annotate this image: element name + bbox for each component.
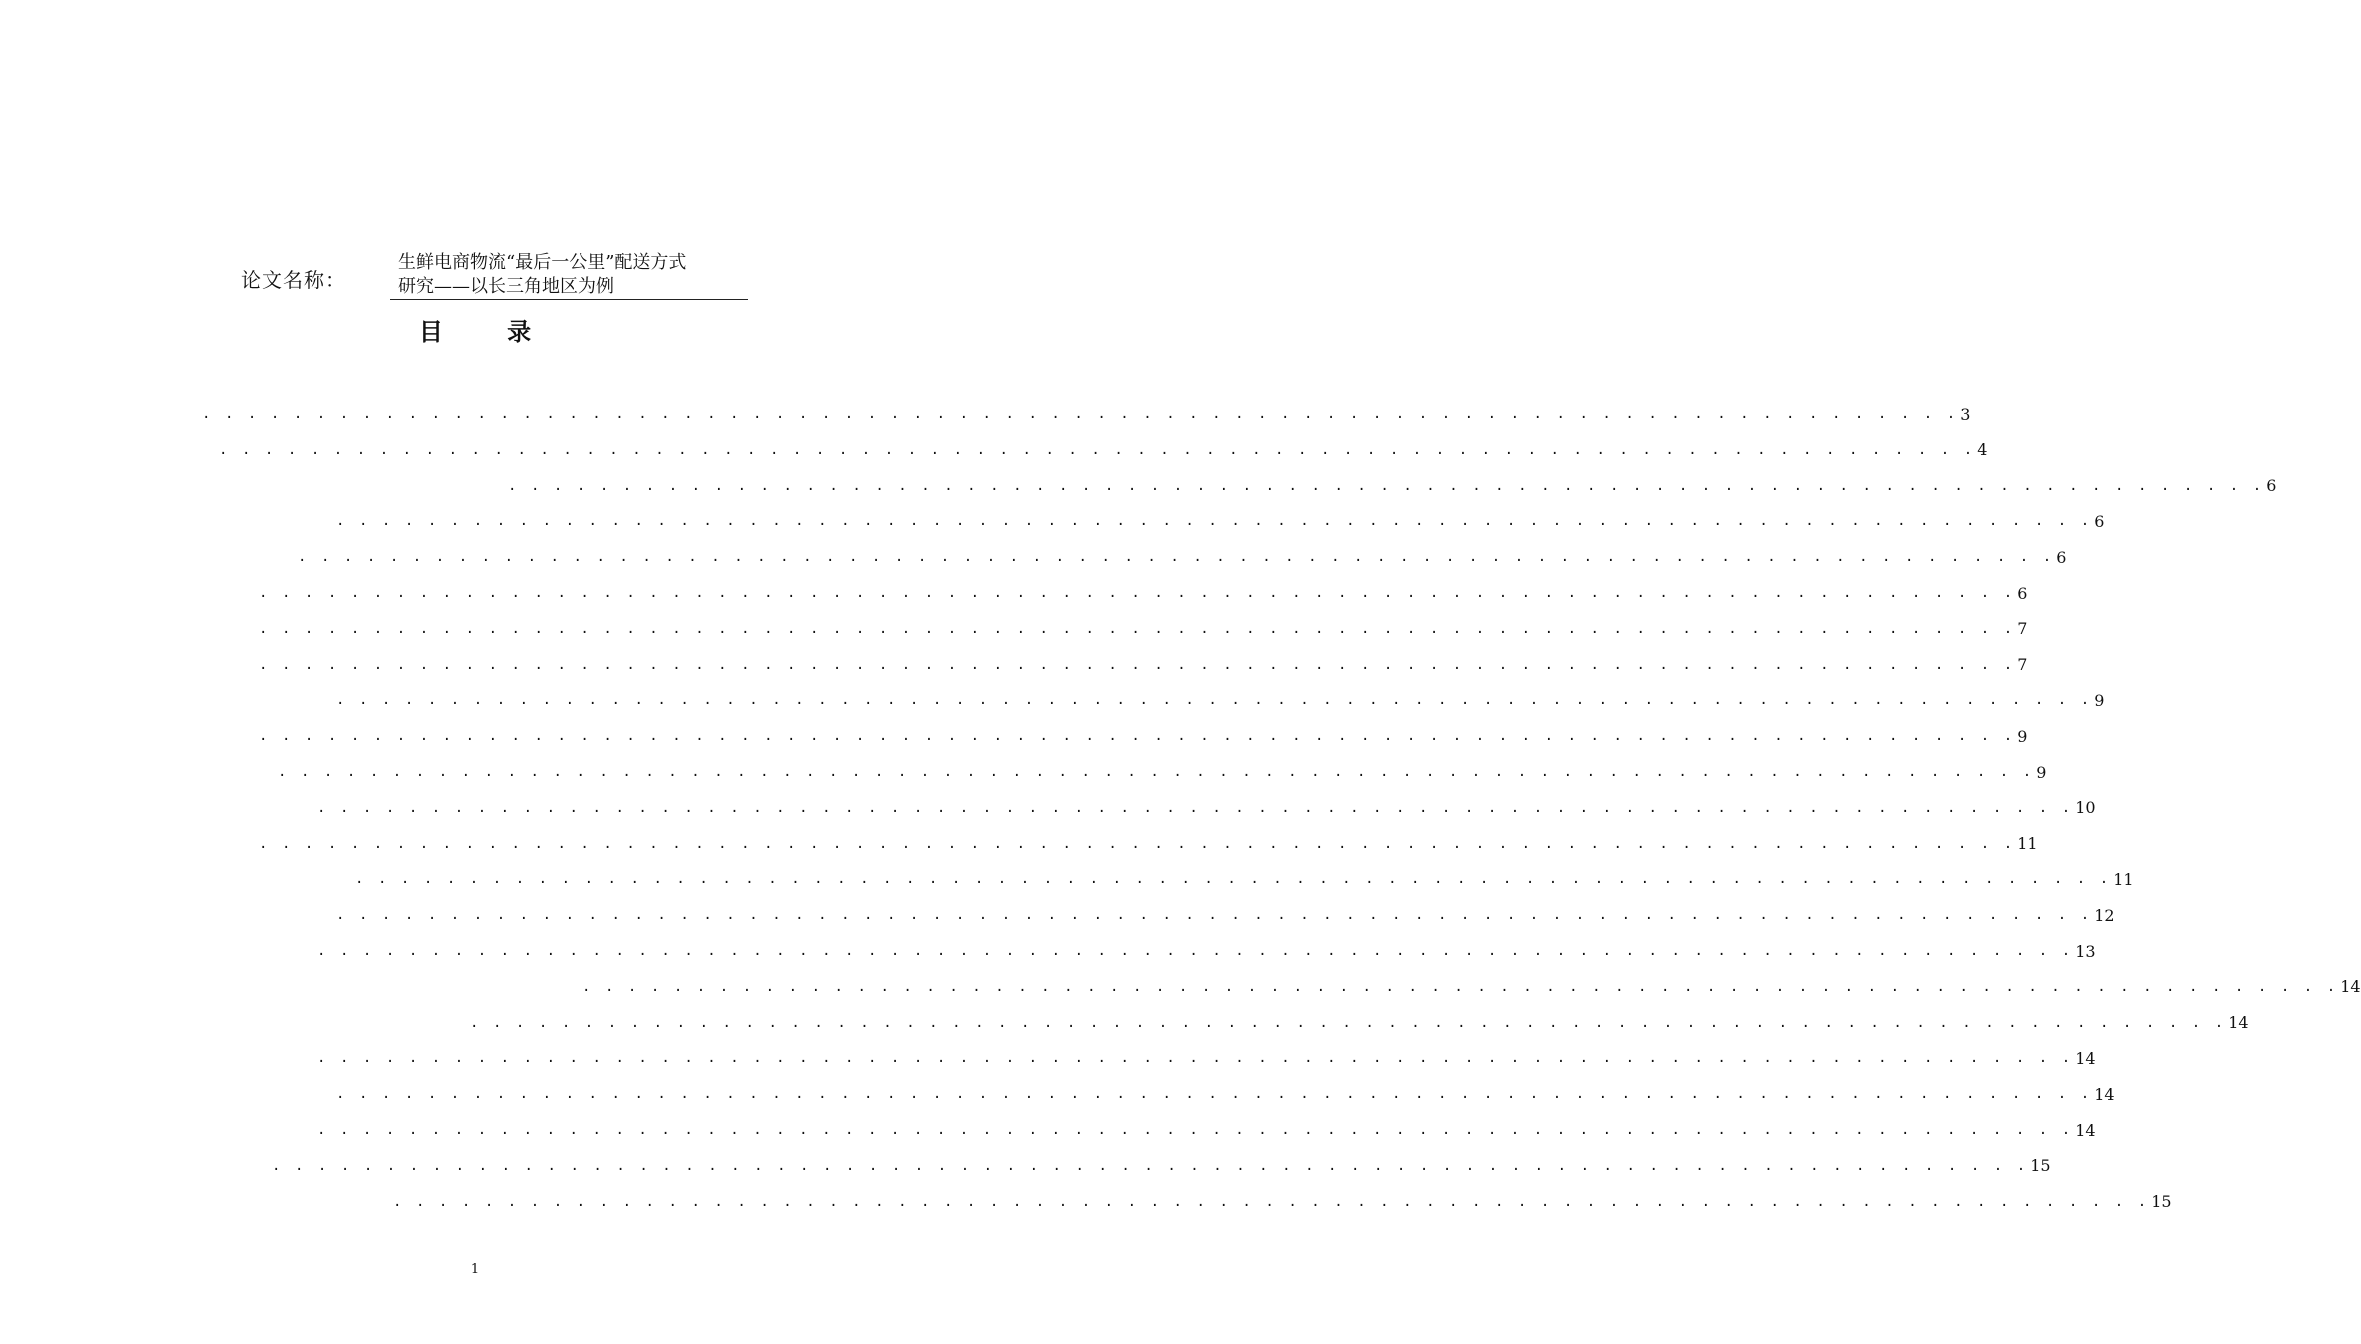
toc-page-number: 14 [2340,977,2361,997]
toc-page-number: 7 [2017,619,2028,639]
toc-leader: . . . . . . . . . . . . . . . . . . . . . . . . . . . . . . . . . . . . . . . . . . . . . . . . . . . . . . . . . . . . . . . . . . . . . . . . . . . . . [278,764,2035,780]
toc-page-number: 13 [2075,941,2096,961]
toc-entry[interactable] [259,718,2028,754]
toc-title: 目 录 [418,317,560,346]
toc-entry[interactable] [259,575,2028,611]
toc-page-number: 6 [2056,547,2067,567]
table-of-contents [0,396,2361,1236]
toc-entry[interactable] [317,933,2096,969]
toc-page-number: 15 [2030,1156,2051,1176]
toc-leader: . . . . . . . . . . . . . . . . . . . . . . . . . . . . . . . . . . . . . . . . . . . . . . . . . . . . . . . . . . . . . . . . . . . . . . . . . . . . . [259,585,2016,601]
toc-leader: . . . . . . . . . . . . . . . . . . . . . . . . . . . . . . . . . . . . . . . . . . . . . . . . . . . . . . . . . . . . . . . . . . . . . . . . . . . . . [272,1157,2029,1174]
toc-entry[interactable] [317,1040,2096,1076]
toc-page-number: 6 [2266,476,2277,496]
toc-page-number: 7 [2017,655,2028,675]
toc-leader: . . . . . . . . . . . . . . . . . . . . . . . . . . . . . . . . . . . . . . . . . . . . . . . . . . . . . . . . . . . . . . . . . . . . . . . . . . . . . [259,620,2016,637]
toc-entry[interactable] [298,539,2067,575]
toc-leader: . . . . . . . . . . . . . . . . . . . . . . . . . . . . . . . . . . . . . . . . . . . . . . . . . . . . . . . . . . . . . . . . . . . . . . . . . . . . . [336,513,2093,530]
toc-page-number: 11 [2017,834,2038,854]
toc-leader: . . . . . . . . . . . . . . . . . . . . . . . . . . . . . . . . . . . . . . . . . . . . . . . . . . . . . . . . . . . . . . . . . . . . . . . . . . . . . [259,835,2016,852]
toc-page-number: 14 [2228,1013,2249,1033]
toc-entry[interactable] [336,897,2115,933]
toc-leader: . . . . . . . . . . . . . . . . . . . . . . . . . . . . . . . . . . . . . . . . . . . . . . . . . . . . . . . . . . . . . . . . . . . . . . . . . . . . . [219,441,1976,458]
toc-entry[interactable] [393,1184,2172,1220]
toc-leader: . . . . . . . . . . . . . . . . . . . . . . . . . . . . . . . . . . . . . . . . . . . . . . . . . . . . . . . . . . . . . . . . . . . . . . . . . . . . . [355,871,2112,888]
toc-entry[interactable] [259,611,2028,647]
toc-leader: . . . . . . . . . . . . . . . . . . . . . . . . . . . . . . . . . . . . . . . . . . . . . . . . . . . . . . . . . . . . . . . . . . . . . . . . . . . . . [508,477,2265,494]
toc-leader: . . . . . . . . . . . . . . . . . . . . . . . . . . . . . . . . . . . . . . . . . . . . . . . . . . . . . . . . . . . . . . . . . . . . . . . . . . . . . [470,1014,2227,1031]
toc-entry[interactable] [219,432,1988,468]
toc-page-number: 6 [2094,511,2105,531]
toc-entry[interactable] [259,826,2038,862]
toc-leader: . . . . . . . . . . . . . . . . . . . . . . . . . . . . . . . . . . . . . . . . . . . . . . . . . . . . . . . . . . . . . . . . . . . . . . . . . . . . . [317,943,2074,959]
toc-leader: . . . . . . . . . . . . . . . . . . . . . . . . . . . . . . . . . . . . . . . . . . . . . . . . . . . . . . . . . . . . . . . . . . . . . . . . . . . . . [336,692,2093,709]
toc-leader: . . . . . . . . . . . . . . . . . . . . . . . . . . . . . . . . . . . . . . . . . . . . . . . . . . . . . . . . . . . . . . . . . . . . . . . . . . . . . [259,656,2016,673]
toc-page-number: 4 [1977,440,1988,460]
toc-leader: . . . . . . . . . . . . . . . . . . . . . . . . . . . . . . . . . . . . . . . . . . . . . . . . . . . . . . . . . . . . . . . . . . . . . . . . . . . . . [202,406,1959,422]
page-footer-number: 1 [470,1262,480,1277]
toc-entry[interactable] [582,969,2361,1005]
thesis-title [390,251,748,300]
toc-entry[interactable] [259,647,2028,683]
toc-page-number: 9 [2017,726,2028,746]
toc-page-number: 9 [2094,690,2105,710]
toc-leader: . . . . . . . . . . . . . . . . . . . . . . . . . . . . . . . . . . . . . . . . . . . . . . . . . . . . . . . . . . . . . . . . . . . . . . . . . . . . . [582,978,2339,995]
toc-page-number: 15 [2151,1192,2172,1212]
toc-entry[interactable] [355,861,2134,897]
toc-leader: . . . . . . . . . . . . . . . . . . . . . . . . . . . . . . . . . . . . . . . . . . . . . . . . . . . . . . . . . . . . . . . . . . . . . . . . . . . . . [317,1122,2074,1138]
toc-leader: . . . . . . . . . . . . . . . . . . . . . . . . . . . . . . . . . . . . . . . . . . . . . . . . . . . . . . . . . . . . . . . . . . . . . . . . . . . . . [393,1193,2150,1210]
toc-page-number: 6 [2017,583,2028,603]
toc-leader: . . . . . . . . . . . . . . . . . . . . . . . . . . . . . . . . . . . . . . . . . . . . . . . . . . . . . . . . . . . . . . . . . . . . . . . . . . . . . [317,1050,2074,1067]
toc-entry[interactable] [278,754,2047,790]
toc-page-number: 14 [2075,1048,2096,1068]
toc-entry[interactable] [202,396,1971,432]
thesis-title-line-1: 生鲜电商物流“最后一公里”配送方式 [398,252,687,273]
toc-leader: . . . . . . . . . . . . . . . . . . . . . . . . . . . . . . . . . . . . . . . . . . . . . . . . . . . . . . . . . . . . . . . . . . . . . . . . . . . . . [336,1086,2093,1103]
toc-page-number: 11 [2113,869,2134,889]
toc-leader: . . . . . . . . . . . . . . . . . . . . . . . . . . . . . . . . . . . . . . . . . . . . . . . . . . . . . . . . . . . . . . . . . . . . . . . . . . . . . [336,907,2093,924]
toc-leader: . . . . . . . . . . . . . . . . . . . . . . . . . . . . . . . . . . . . . . . . . . . . . . . . . . . . . . . . . . . . . . . . . . . . . . . . . . . . . [298,549,2055,566]
toc-leader: . . . . . . . . . . . . . . . . . . . . . . . . . . . . . . . . . . . . . . . . . . . . . . . . . . . . . . . . . . . . . . . . . . . . . . . . . . . . . [317,799,2074,816]
toc-entry[interactable] [336,682,2105,718]
toc-entry[interactable] [317,790,2096,826]
toc-entry[interactable] [336,1076,2115,1112]
toc-entry[interactable] [508,468,2277,504]
toc-leader: . . . . . . . . . . . . . . . . . . . . . . . . . . . . . . . . . . . . . . . . . . . . . . . . . . . . . . . . . . . . . . . . . . . . . . . . . . . . . [259,728,2016,745]
toc-entry[interactable] [336,503,2105,539]
thesis-title-line-2: 研究——以长三角地区为例 [398,276,614,297]
toc-page-number: 14 [2094,1084,2115,1104]
toc-entry[interactable] [272,1148,2051,1184]
toc-page-number: 9 [2036,762,2047,782]
thesis-label: 论文名称： [241,268,346,292]
toc-entry[interactable] [317,1112,2096,1148]
toc-page-number: 12 [2094,905,2115,925]
toc-page-number: 14 [2075,1120,2096,1140]
toc-page-number: 3 [1960,404,1971,424]
toc-page-number: 10 [2075,798,2096,818]
toc-entry[interactable] [470,1005,2249,1041]
